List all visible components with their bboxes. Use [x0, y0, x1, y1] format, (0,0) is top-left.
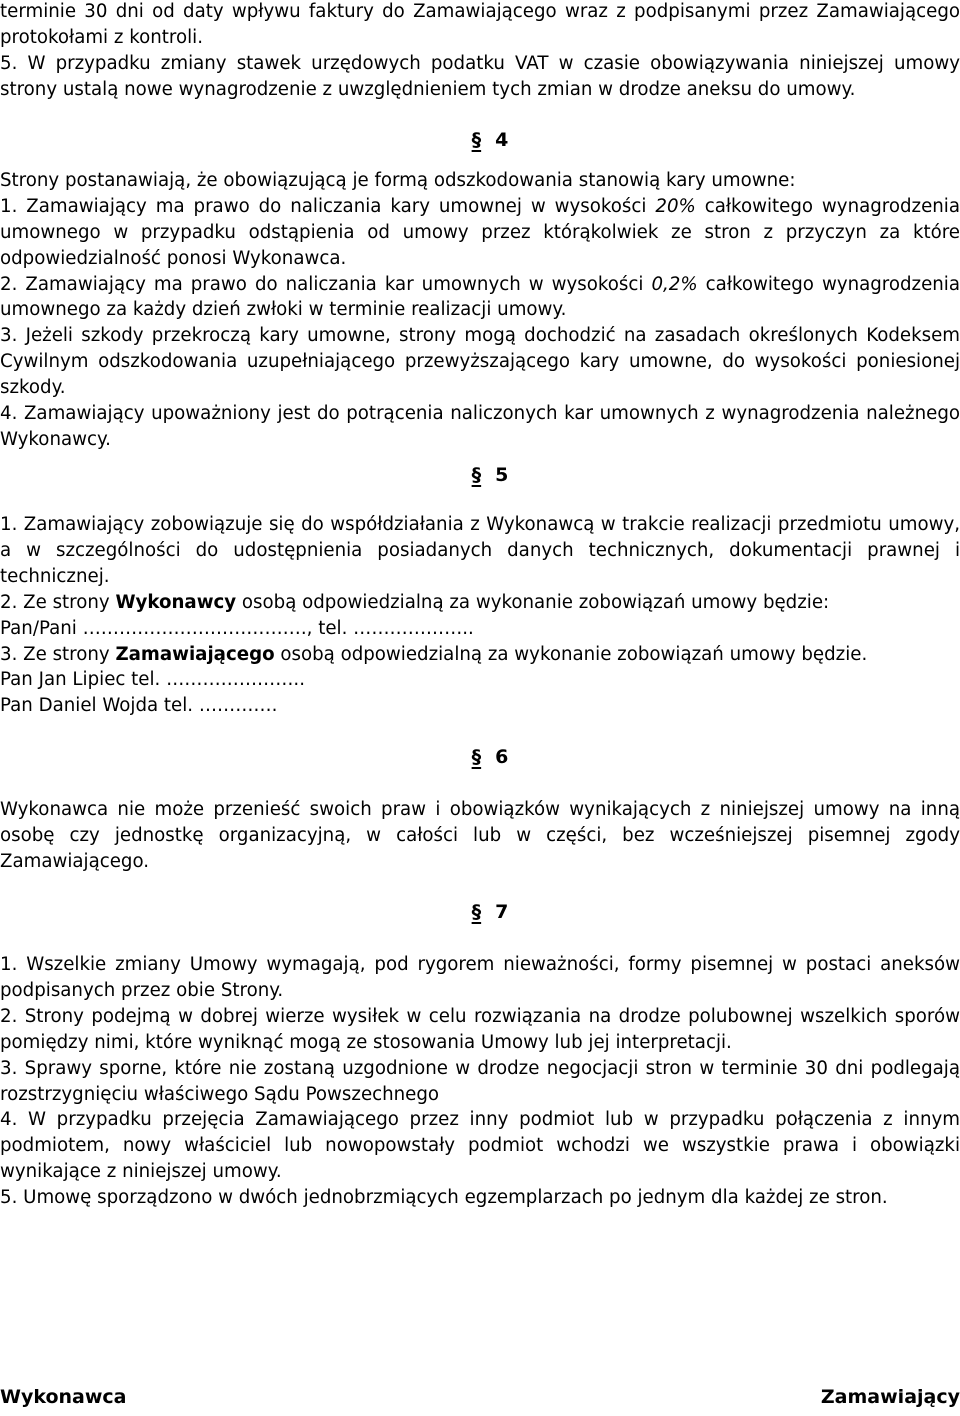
intro-block [0, 0, 960, 102]
section-sign: § [471, 129, 482, 152]
section-7-point-5: 5. Umowę sporządzono w dwóch jednobrzmiących egzemplarzach po jednym dla każdej ze stron. [0, 1186, 888, 1208]
section-7-point-2: 2. Strony podejmą w dobrej wierze wysiłek w celu rozwiązania na drodze polubownej wszelkich sporów pomiędzy nimi, które wyniknąć mogą ze stosowania Umowy lub jej interpretacji. [0, 1006, 960, 1053]
section-heading-4 [0, 128, 960, 154]
section-5 [0, 512, 960, 719]
section-5-point-2: 2. Ze strony Wykonawcy osobą odpowiedzialną za wykonanie zobowiązań umowy będzie: [0, 591, 830, 613]
penalty-percent: 20% [655, 196, 696, 218]
signature-contractor: Wykonawca [0, 1386, 127, 1408]
paragraph-payment-term: terminie 30 dni od daty wpływu faktury do Zamawiającego wraz z podpisanymi przez Zamawiającego protokołami z kontroli. [0, 1, 960, 48]
section-4-point-1: 1. Zamawiający ma prawo do naliczania kary umownej w wysokości 20% całkowitego wynagrodzenia umownego w przypadku odstąpienia od umowy przez którąkolwiek ze stron z przyczyn za które odpowiedzialność ponosi Wykonawca. [0, 196, 960, 269]
section-4-point-3: 3. Jeżeli szkody przekroczą kary umowne, strony mogą dochodzić na zasadach określonych Kodeksem Cywilnym odszkodowania uzupełniającego przewyższającego kary umowne, do wysokości poniesionej szkody. [0, 325, 960, 398]
section-6 [0, 797, 960, 875]
section-6-paragraph: Wykonawca nie może przenieść swoich praw i obowiązków wynikających z niniejszej umowy na inną osobę czy jednostkę organizacyjną, w całości lub w części, bez wcześniejszej pisemnej zgody Zamawiającego. [0, 798, 960, 872]
section-4-point-2: 2. Zamawiający ma prawo do naliczania kar umownych w wysokości 0,2% całkowitego wynagrodzenia umownego za każdy dzień zwłoki w terminie realizacji umowy. [0, 273, 960, 321]
section-5-point-3: 3. Ze strony Zamawiającego osobą odpowiedzialną za wykonanie zobowiązań umowy będzie. [0, 643, 868, 665]
penalty-percent: 0,2% [651, 273, 698, 295]
section-heading-5 [0, 463, 960, 489]
section-sign: § [471, 901, 482, 924]
section-5-point-1: 1. Zamawiający zobowiązuje się do współdziałania z Wykonawcą w trakcie realizacji przedmiotu umowy, a w szczególności do udostępnienia posiadanych danych technicznych, dokumentacji prawnej i technicznej. [0, 514, 960, 588]
ordering-contact-line-2: Pan Daniel Wojda tel. …………. [0, 695, 278, 717]
section-7 [0, 952, 960, 1210]
section-7-point-3: 3. Sprawy sporne, które nie zostaną uzgodnione w drodze negocjacji stron w terminie 30 dni podlegają rozstrzygnięciu właściwego Sądu Powszechnego [0, 1057, 960, 1105]
contractor-contact-line: Pan/Pani ………………………………., tel. ……………….. [0, 617, 474, 639]
section-7-point-4: 4. W przypadku przejęcia Zamawiającego przez inny podmiot lub w przypadku połączenia z innym podmiotem, nowy właściciel lub nowopowstały podmiot wchodzi we wszystkie prawa i obowiązki wynikające z niniejszej umowy. [0, 1109, 960, 1183]
section-heading-7 [0, 900, 960, 926]
section-4-point-4: 4. Zamawiający upoważniony jest do potrącenia naliczonych kar umownych z wynagrodzenia należnego Wykonawcy. [0, 402, 960, 450]
section-sign: § [471, 463, 482, 486]
section-number: 6 [495, 746, 509, 769]
paragraph-vat-change: 5. W przypadku zmiany stawek urzędowych podatku VAT w czasie obowiązywania niniejszej umowy strony ustalą nowe wynagrodzenie z uwzględnieniem tych zmian w drodze aneksu do umowy. [0, 52, 960, 100]
section-number: 4 [495, 129, 509, 152]
party-name: Zamawiającego [115, 643, 275, 665]
section-4-lead: Strony postanawiają, że obowiązującą je formą odszkodowania stanowią kary umowne: [0, 170, 796, 192]
section-number: 7 [495, 901, 509, 924]
signature-ordering-party: Zamawiający [820, 1386, 960, 1408]
section-number: 5 [495, 463, 509, 486]
section-heading-6 [0, 745, 960, 771]
party-name: Wykonawcy [115, 591, 237, 613]
section-7-point-1: 1. Wszelkie zmiany Umowy wymagają, pod rygorem nieważności, formy pisemnej w postaci aneksów podpisanych przez obie Strony. [0, 954, 960, 1002]
signature-block [0, 1385, 960, 1411]
section-4 [0, 168, 960, 452]
section-sign: § [471, 746, 482, 769]
ordering-contact-line-1: Pan Jan Lipiec tel. ………………….. [0, 669, 305, 691]
